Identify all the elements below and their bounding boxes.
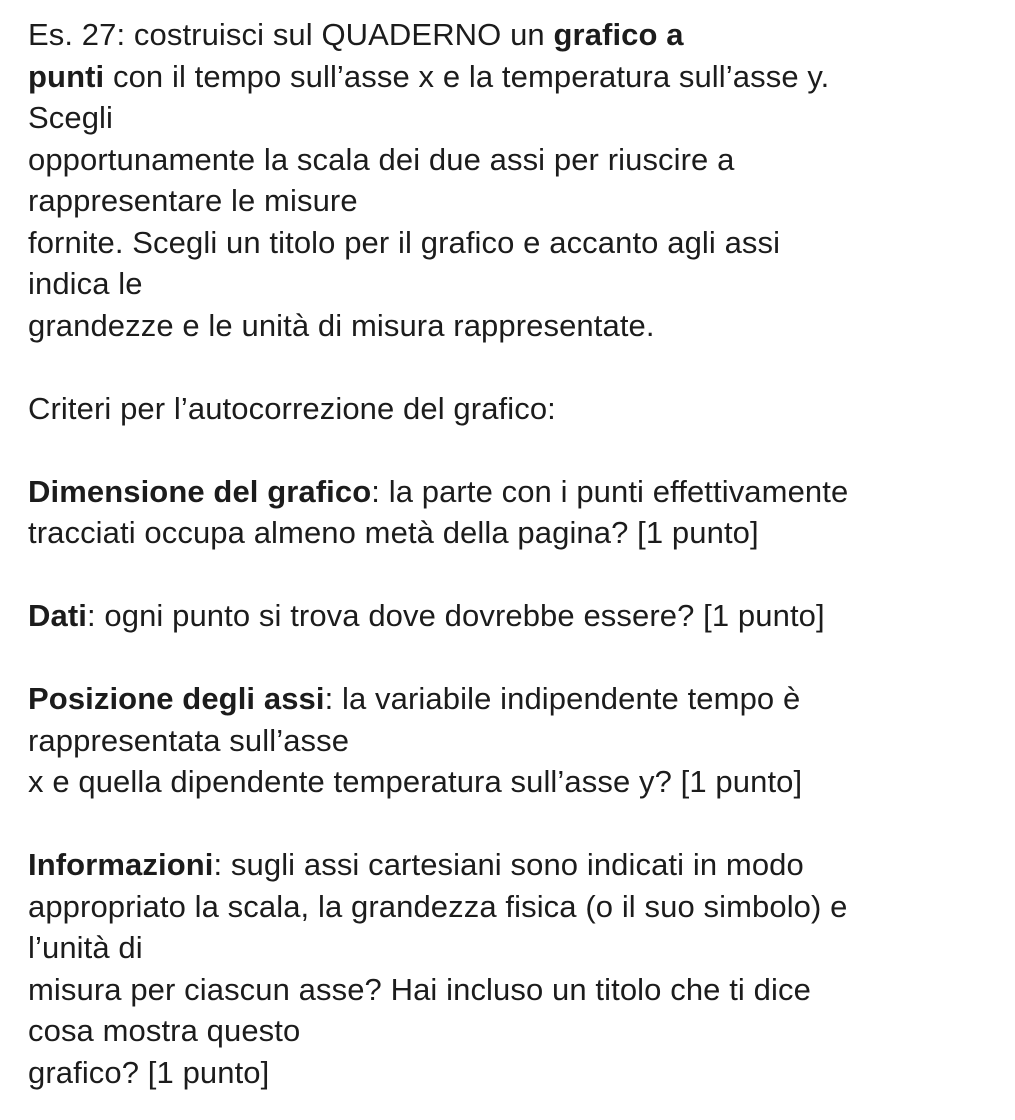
text-line: l’unità di: [28, 930, 143, 965]
text-line: x e quella dipendente temperatura sull’asse y? [1 punto]: [28, 764, 803, 799]
criterion-data: [28, 595, 1008, 637]
text-line: cosa mostra questo: [28, 1013, 301, 1048]
text-line: grandezze e le unità di misura rappresentate.: [28, 307, 655, 343]
text-line: fornite. Scegli un titolo per il grafico e accanto agli assi: [28, 224, 781, 260]
spacer: [28, 803, 1008, 845]
criterion-term: Dati: [28, 598, 87, 633]
criteria-heading: Criteri per l’autocorrezione del grafico:: [28, 390, 556, 426]
text-line: appropriato la scala, la grandezza fisica (o il suo simbolo) e: [28, 888, 848, 924]
criterion-term: Posizione degli assi: [28, 681, 325, 716]
text-line: opportunamente la scala dei due assi per riuscire a: [28, 141, 735, 177]
text-line: rappresentare le misure: [28, 183, 358, 218]
criterion-term: Informazioni: [28, 847, 214, 882]
document-page: [28, 14, 1008, 1093]
text-line: Scegli: [28, 100, 114, 135]
bold-term: punti: [28, 58, 105, 94]
text-line: misura per ciascun asse? Hai incluso un titolo che ti dice: [28, 971, 811, 1007]
text-line: Informazioni: sugli assi cartesiani sono indicati in modo: [28, 847, 804, 882]
criterion-term: Dimensione del grafico: [28, 473, 372, 509]
spacer: [28, 429, 1008, 471]
exercise-instructions: [28, 14, 1008, 346]
text-line: Dati: ogni punto si trova dove dovrebbe essere? [1 punto]: [28, 598, 825, 633]
text-line: indica le: [28, 266, 143, 301]
criterion-size: [28, 471, 1008, 554]
text-line: Es. 27: costruisci sul QUADERNO un grafico a: [28, 17, 684, 52]
spacer: [28, 554, 1008, 596]
text-line: rappresentata sull’asse: [28, 722, 350, 758]
text-line: Posizione degli assi: la variabile indipendente tempo è: [28, 681, 801, 716]
spacer: [28, 346, 1008, 388]
text-line: punti con il tempo sull’asse x e la temperatura sull’asse y.: [28, 58, 830, 94]
text-line: grafico? [1 punto]: [28, 1054, 270, 1090]
text-line: tracciati occupa almeno metà della pagina? [1 punto]: [28, 515, 759, 550]
criterion-axes-position: [28, 678, 1008, 803]
criterion-information: [28, 844, 1008, 1093]
bold-term: grafico a: [553, 17, 684, 52]
text-line: Dimensione del grafico: la parte con i punti effettivamente: [28, 473, 849, 509]
spacer: [28, 637, 1008, 679]
